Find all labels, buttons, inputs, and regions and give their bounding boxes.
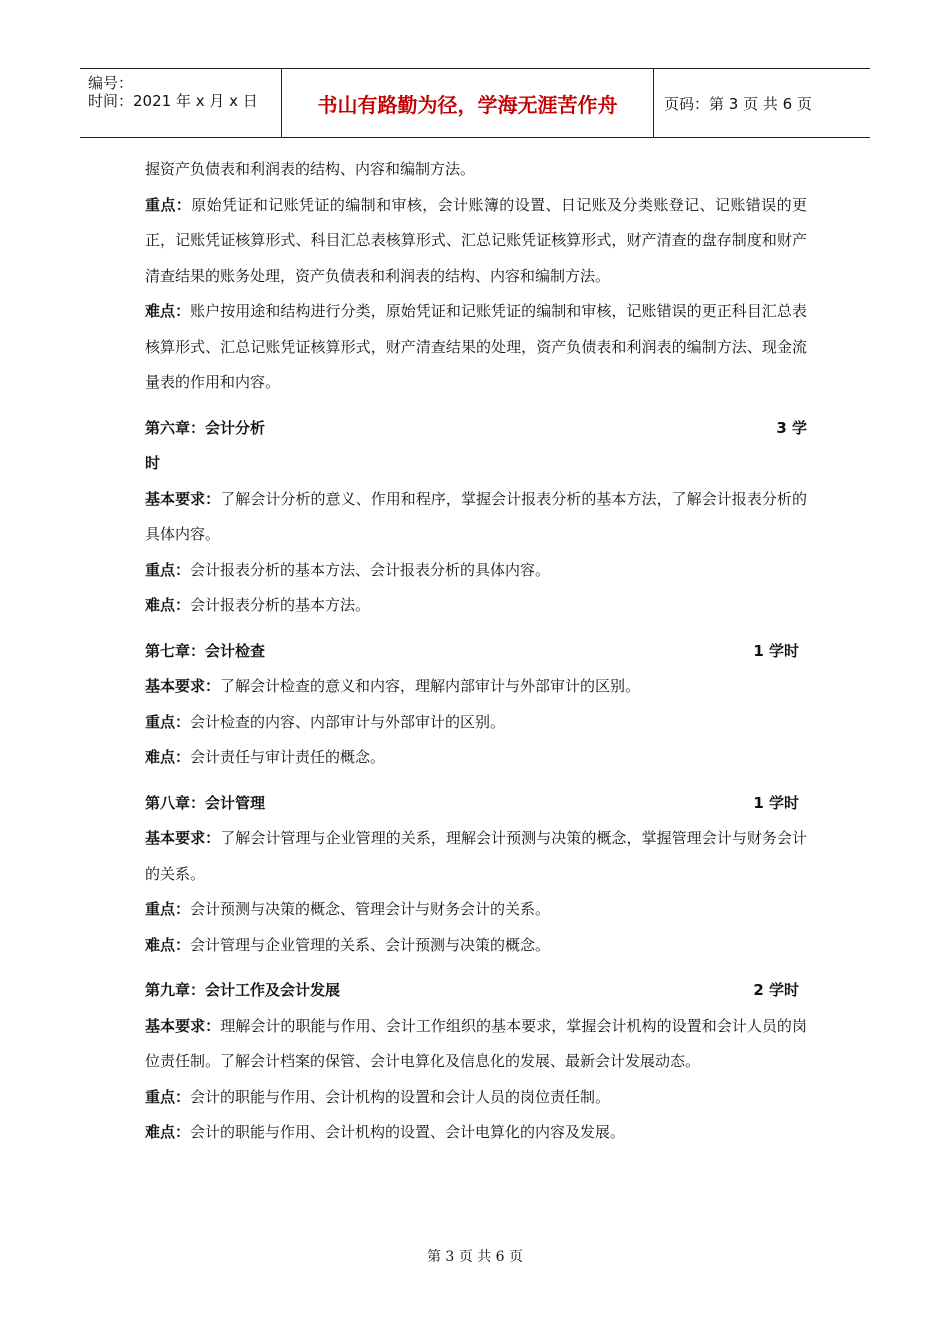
- diff-text: 会计的职能与作用、会计机构的设置、会计电算化的内容及发展。: [190, 1123, 626, 1141]
- chapter-hours: 2 学时: [753, 981, 799, 999]
- chapter-7-requirements: [145, 669, 807, 705]
- chapter-7-difficulties: [145, 740, 807, 776]
- key-text: 原始凭证和记账凭证的编制和审核，会计账簿的设置、日记账及分类账登记、记账错误的更正，记账凭证核算形式、科目汇总表核算形式、汇总记账凭证核算形式，财产清查的盘存制度和财产清查结果的账务处理，资产负债表和利润表的结构、内容和编制方法。: [145, 195, 807, 285]
- req-label: 基本要求：: [145, 677, 221, 695]
- diff-label: 难点：: [145, 302, 191, 320]
- key-text: 会计的职能与作用、会计机构的设置和会计人员的岗位责任制。: [190, 1087, 611, 1106]
- chapter-9-key-points: [145, 1080, 807, 1116]
- chapter-hours: 1 学时: [753, 641, 799, 660]
- chapter-hours: 1 学时: [753, 793, 799, 812]
- chapter-title: 第八章：会计管理: [145, 793, 266, 812]
- intro-line: 握资产负债表和利润表的结构、内容和编制方法。: [145, 160, 476, 178]
- header-page-number: 页码：第 3 页 共 6 页: [664, 94, 812, 113]
- req-text: 了解会计管理与企业管理的关系，理解会计预测与决策的概念，掌握管理会计与财务会计的关系。: [145, 829, 807, 883]
- chapter-8-difficulties: [145, 928, 807, 964]
- key-label: 重点：: [145, 900, 191, 918]
- req-label: 基本要求：: [145, 1016, 221, 1035]
- diff-label: 难点：: [145, 1123, 191, 1141]
- diff-text: 会计管理与企业管理的关系、会计预测与决策的概念。: [190, 935, 551, 954]
- chapter-hours-tail: 时: [145, 454, 161, 472]
- page-header: [80, 68, 870, 138]
- chapter-6-heading: [145, 411, 807, 447]
- chapter-9-heading: [145, 973, 807, 1009]
- number-label: 编号：: [88, 74, 134, 92]
- chapter-6-difficulties: [145, 588, 807, 624]
- chapter-7-key-points: [145, 705, 807, 741]
- header-meta: [80, 69, 281, 137]
- chapter-8-requirements: [145, 821, 807, 892]
- diff-text: 会计责任与审计责任的概念。: [190, 748, 386, 766]
- key-label: 重点：: [145, 1087, 191, 1106]
- chapter-title: 第六章：会计分析: [145, 418, 266, 437]
- req-label: 基本要求：: [145, 829, 221, 847]
- chapter-6-key-points: [145, 553, 807, 589]
- diff-label: 难点：: [145, 596, 191, 614]
- diff-text: 会计报表分析的基本方法。: [190, 596, 371, 614]
- chapter-6-hours-tail: [145, 446, 807, 482]
- date-label: 时间：2021 年 x 月 x 日: [88, 92, 258, 110]
- chapter-9-difficulties: [145, 1115, 807, 1151]
- chapter-6-requirements: [145, 482, 807, 553]
- key-text: 会计检查的内容、内部审计与外部审计的区别。: [190, 712, 506, 731]
- key-label: 重点：: [145, 195, 192, 214]
- intro-key-points: [145, 188, 807, 295]
- chapter-hours: 3 学: [776, 418, 807, 437]
- req-label: 基本要求：: [145, 489, 221, 508]
- req-text: 理解会计的职能与作用、会计工作组织的基本要求，掌握会计机构的设置和会计人员的岗位责任制。了解会计档案的保管、会计电算化及信息化的发展、最新会计发展动态。: [145, 1016, 807, 1070]
- chapter-8-key-points: [145, 892, 807, 928]
- diff-label: 难点：: [145, 748, 191, 766]
- chapter-title: 第九章：会计工作及会计发展: [145, 981, 341, 999]
- page-footer: 第 3 页 共 6 页: [426, 1249, 524, 1265]
- chapter-9-requirements: [145, 1009, 807, 1080]
- intro-difficulties: [145, 294, 807, 401]
- key-label: 重点：: [145, 560, 191, 579]
- req-text: 了解会计分析的意义、作用和程序，掌握会计报表分析的基本方法，了解会计报表分析的具体内容。: [145, 489, 807, 543]
- req-text: 了解会计检查的意义和内容，理解内部审计与外部审计的区别。: [220, 677, 641, 695]
- chapter-8-heading: [145, 786, 807, 822]
- diff-label: 难点：: [145, 935, 191, 954]
- key-label: 重点：: [145, 712, 191, 731]
- key-text: 会计预测与决策的概念、管理会计与财务会计的关系。: [190, 900, 551, 918]
- chapter-7-heading: [145, 634, 807, 670]
- key-text: 会计报表分析的基本方法、会计报表分析的具体内容。: [190, 560, 551, 579]
- chapter-title: 第七章：会计检查: [145, 641, 266, 660]
- document-body: [145, 152, 807, 1151]
- diff-text: 账户按用途和结构进行分类，原始凭证和记账凭证的编制和审核，记账错误的更正科目汇总表核算形式、汇总记账凭证核算形式，财产清查结果的处理，资产负债表和利润表的编制方法、现金流量表的作用和内容。: [145, 302, 807, 391]
- header-motto: 书山有路勤为径，学海无涯苦作舟: [281, 69, 654, 137]
